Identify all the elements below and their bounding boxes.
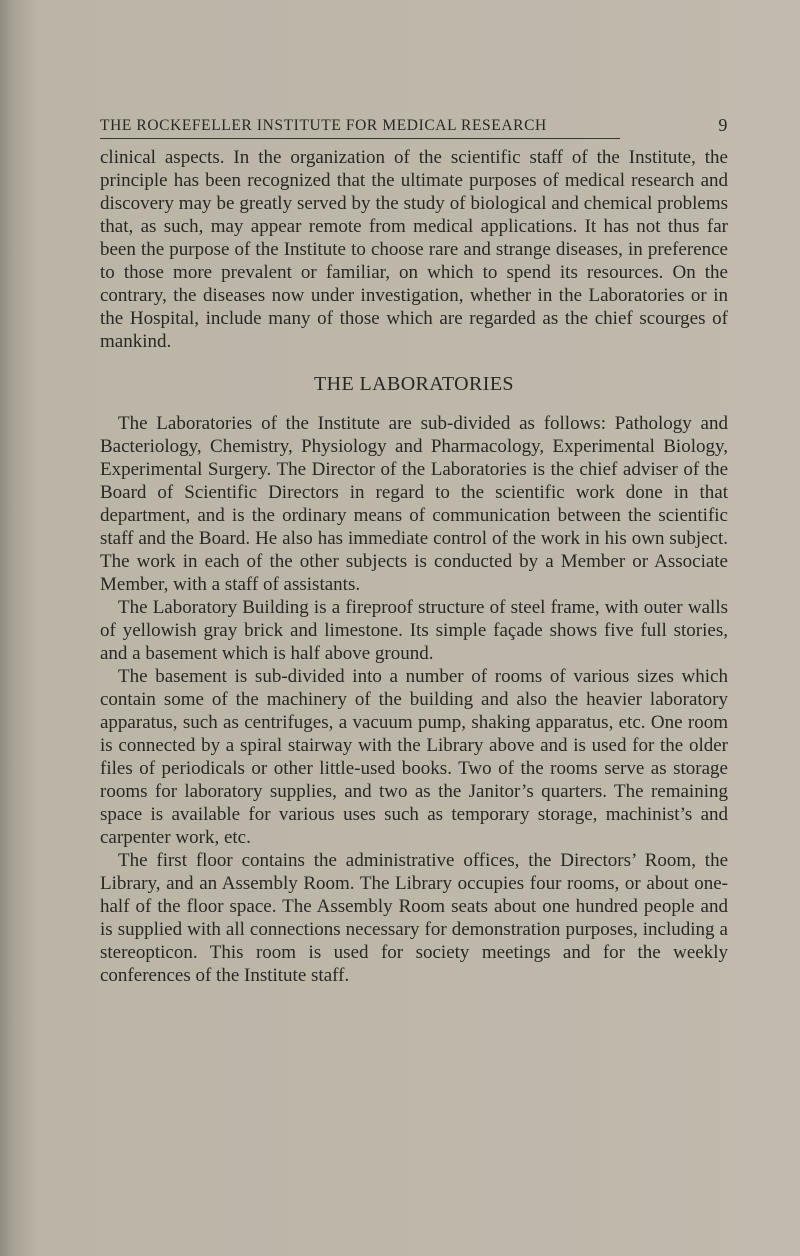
- paragraph-laboratory-building: The Laboratory Building is a fireproof structure of steel frame, with outer walls of yellowish gray brick and limestone. Its simple façade shows five full stories, and a basement which is half above ground.: [100, 597, 728, 664]
- header-rule: [100, 138, 620, 139]
- page-body: [100, 146, 728, 987]
- paragraph-continuation: clinical aspects. In the organization of the scientific staff of the Institute, the principle has been recognized that the ultimate purposes of medical research and discovery may be greatly served by the study of biological and chemical problems that, as such, may appear remote from medical applications. It has not thus far been the purpose of the Institute to choose rare and strange diseases, in preference to those more prevalent or familiar, on which to spend its resources. On the contrary, the diseases now under investigation, whether in the Laboratories or in the Hospital, include many of those which are regarded as the chief scourges of mankind.: [100, 147, 728, 352]
- page-number: 9: [718, 115, 728, 135]
- paragraph-basement: The basement is sub-divided into a number of rooms of various sizes which contain some of the machinery of the building and also the heavier laboratory apparatus, such as centrifuges, a vacuum pump, shaking apparatus, etc. One room is connected by a spiral stairway with the Library above and is used for the older files of periodicals or other little-used books. Two of the rooms serve as storage rooms for laboratory supplies, and two as the Janitor’s quarters. The remaining space is available for various uses such as temporary storage, machinist’s and carpenter work, etc.: [100, 666, 728, 848]
- paragraph-first-floor: The first floor contains the administrative offices, the Directors’ Room, the Library, and an Assembly Room. The Library occupies four rooms, or about one-half of the floor space. The Assembly Room seats about one hundred people and is supplied with all connections necessary for demonstration purposes, including a stereopticon. This room is used for society meetings and for the weekly conferences of the Institute staff.: [100, 850, 728, 986]
- section-heading: THE LABORATORIES: [314, 373, 514, 395]
- paragraph-laboratories: The Laboratories of the Institute are sub-divided as follows: Pathology and Bacteriology, Chemistry, Physiology and Pharmacology, Experimental Biology, Experimental Surgery. The Director of the Laboratories is the chief adviser of the Board of Scientific Directors in regard to the scientific work done in that department, and is the ordinary means of communication between the scientific staff and the Board. He also has immediate control of the work in his own subject. The work in each of the other subjects is conducted by a Member or Associate Member, with a staff of assistants.: [100, 413, 728, 595]
- running-title: THE ROCKEFELLER INSTITUTE FOR MEDICAL RESEARCH: [100, 117, 547, 134]
